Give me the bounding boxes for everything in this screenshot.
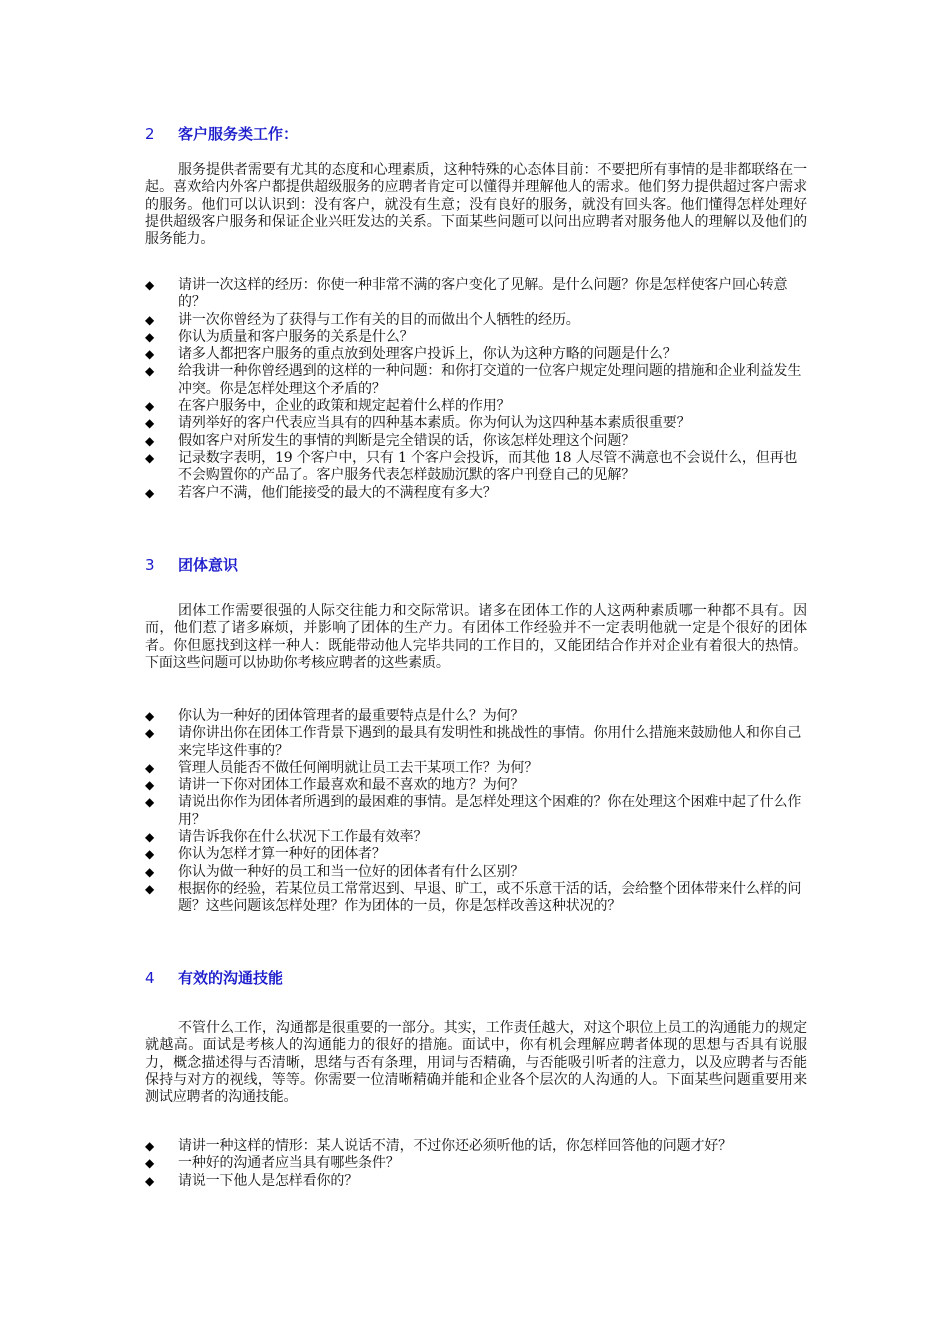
question-text: 若客户不满，他们能接受的最大的不满程度有多大？ <box>178 484 497 501</box>
diamond-bullet-icon: ◆ <box>145 881 155 896</box>
section-title: 客户服务类工作： <box>178 125 299 143</box>
diamond-bullet-icon: ◆ <box>145 709 155 723</box>
question-item <box>145 881 807 916</box>
section-intro-paragraph: 服务提供者需要有尤其的态度和心理素质，这种特殊的心态体目前：不要把所有事情的是非都联络在一起。喜欢给内外客户都提供超级服务的应聘者肯定可以懂得并理解他人的需求。他们努力提供超过客户需求的服务。他们可以认识到：没有客户，就没有生意；没有良好的服务，就没有回头客。他们懂得怎样处理好提供超级客户服务和保证企业兴旺发达的关系。下面某些问题可以问出应聘者对服务他人的理解以及他们的服务能力。 <box>145 162 807 248</box>
diamond-bullet-icon: ◆ <box>145 1156 155 1171</box>
question-list-communication-skills <box>145 1138 807 1190</box>
section-title: 有效的沟通技能 <box>178 969 284 987</box>
section-number: 3 <box>145 556 155 574</box>
question-item <box>145 312 807 329</box>
question-text: 你认为怎样才算一种好的团体者？ <box>178 846 386 863</box>
question-item <box>145 329 807 346</box>
section-heading-communication-skills <box>145 968 283 988</box>
section-number: 2 <box>145 125 155 143</box>
section-number: 4 <box>145 969 155 987</box>
section-heading-customer-service <box>145 124 298 144</box>
diamond-bullet-icon: ◆ <box>145 760 155 775</box>
section-intro-paragraph: 不管什么工作，沟通都是很重要的一部分。其实，工作责任越大，对这个职位上员工的沟通能力的规定就越高。面试是考核人的沟通能力的很好的措施。面试中，你有机会理解应聘者体现的思想与否具有说服力，概念描述得与否清晰，思绪与否有条理，用词与否精确，与否能吸引听者的注意力，以及应聘者与否能保持与对方的视线，等等。你需要一位清晰精确并能和企业各个层次的人沟通的人。下面某些问题重要用来测试应聘者的沟通技能。 <box>145 1020 807 1106</box>
question-item <box>145 760 807 777</box>
question-text: 你认为做一种好的员工和当一位好的团体者有什么区别？ <box>178 863 525 880</box>
question-item <box>145 433 807 450</box>
question-item <box>145 277 807 312</box>
question-item <box>145 346 807 363</box>
question-text: 讲一次你曾经为了获得与工作有关的目的而做出个人牺牲的经历。 <box>178 311 580 328</box>
question-item <box>145 398 807 415</box>
question-item <box>145 485 807 502</box>
diamond-bullet-icon: ◆ <box>145 329 155 344</box>
question-text: 诸多人都把客户服务的重点放到处理客户投诉上，你认为这种方略的问题是什么？ <box>178 346 677 363</box>
question-list-customer-service <box>145 277 807 502</box>
question-list-team-awareness <box>145 708 807 916</box>
question-text: 请讲一下你对团体工作最喜欢和最不喜欢的地方？为何？ <box>178 777 525 794</box>
question-text: 请讲一次这样的经历：你使一种非常不满的客户变化了见解。是什么问题？你是怎样使客户回心转意的？ <box>178 277 788 311</box>
question-item <box>145 415 807 432</box>
diamond-bullet-icon: ◆ <box>145 347 155 362</box>
question-text: 你认为质量和客户服务的关系是什么？ <box>178 328 414 345</box>
question-item <box>145 1173 807 1190</box>
diamond-bullet-icon: ◆ <box>145 830 155 845</box>
question-text: 给我讲一种你曾经遇到的这样的一种问题：和你打交道的一位客户规定处理问题的措施和企业利益发生冲突。你是怎样处理这个矛盾的？ <box>178 363 802 397</box>
question-text: 请说一下他人是怎样看你的？ <box>178 1172 359 1189</box>
question-text: 在客户服务中，企业的政策和规定起着什么样的作用？ <box>178 398 511 415</box>
question-item <box>145 829 807 846</box>
diamond-bullet-icon: ◆ <box>145 864 155 879</box>
question-item <box>145 864 807 881</box>
diamond-bullet-icon: ◆ <box>145 778 155 793</box>
question-item <box>145 1155 807 1172</box>
section-heading-team-awareness <box>145 555 238 575</box>
question-text: 你认为一种好的团体管理者的最重要特点是什么？为何？ <box>178 708 525 724</box>
question-text: 根据你的经验，若某位员工常常迟到、早退、旷工，或不乐意干活的话，会给整个团体带来什么样的问题？这些问题该怎样处理？作为团体的一员，你是怎样改善这种状况的？ <box>178 880 802 915</box>
question-text: 请你讲出你在团体工作背景下遇到的最具有发明性和挑战性的事情。你用什么措施来鼓励他人和你自己来完毕这件事的？ <box>178 725 802 759</box>
question-text: 管理人员能否不做任何阐明就让员工去干某项工作？为何？ <box>178 759 539 776</box>
question-item <box>145 708 807 725</box>
question-text: 假如客户对所发生的事情的判断是完全错误的话，你该怎样处理这个问题？ <box>178 432 636 449</box>
diamond-bullet-icon: ◆ <box>145 485 155 500</box>
question-item <box>145 450 807 485</box>
question-item <box>145 1138 807 1155</box>
diamond-bullet-icon: ◆ <box>145 312 155 327</box>
diamond-bullet-icon: ◆ <box>145 364 155 379</box>
diamond-bullet-icon: ◆ <box>145 450 155 465</box>
question-item <box>145 794 807 829</box>
section-title: 团体意识 <box>178 556 239 574</box>
diamond-bullet-icon: ◆ <box>145 795 155 810</box>
question-text: 请列举好的客户代表应当具有的四种基本素质。你为何认为这四种基本素质很重要？ <box>178 415 691 432</box>
question-text: 请说出你作为团体者所遇到的最困难的事情。是怎样处理这个困难的？你在处理这个困难中起了什么作用？ <box>178 794 802 828</box>
diamond-bullet-icon: ◆ <box>145 726 155 741</box>
question-item <box>145 777 807 794</box>
diamond-bullet-icon: ◆ <box>145 433 155 448</box>
diamond-bullet-icon: ◆ <box>145 416 155 431</box>
section-intro-paragraph: 团体工作需要很强的人际交往能力和交际常识。诸多在团体工作的人这两种素质哪一种都不具有。因而，他们惹了诸多麻烦，并影响了团体的生产力。有团体工作经验并不一定表明他就一定是个很好的团体者。你但愿找到这样一种人：既能带动他人完毕共同的工作目的，又能团结合作并对企业有着很大的热情。下面这些问题可以协助你考核应聘者的这些素质。 <box>145 603 807 671</box>
diamond-bullet-icon: ◆ <box>145 847 155 862</box>
question-text: 一种好的沟通者应当具有哪些条件？ <box>178 1155 400 1172</box>
diamond-bullet-icon: ◆ <box>145 1173 155 1188</box>
question-item <box>145 725 807 760</box>
question-text: 请讲一种这样的情形：某人说话不清，不过你还必须听他的话，你怎样回答他的问题才好？ <box>178 1138 732 1154</box>
question-text: 记录数字表明，19 个客户中，只有 1 个客户会投诉，而其他 18 人尽管不满意也不会说什么，但再也不会购置你的产品了。客户服务代表怎样鼓励沉默的客户刊登自己的见解？ <box>178 449 798 484</box>
diamond-bullet-icon: ◆ <box>145 1139 155 1153</box>
diamond-bullet-icon: ◆ <box>145 399 155 414</box>
question-text: 请告诉我你在什么状况下工作最有效率？ <box>178 829 428 846</box>
question-item <box>145 363 807 398</box>
diamond-bullet-icon: ◆ <box>145 278 155 292</box>
question-item <box>145 846 807 863</box>
